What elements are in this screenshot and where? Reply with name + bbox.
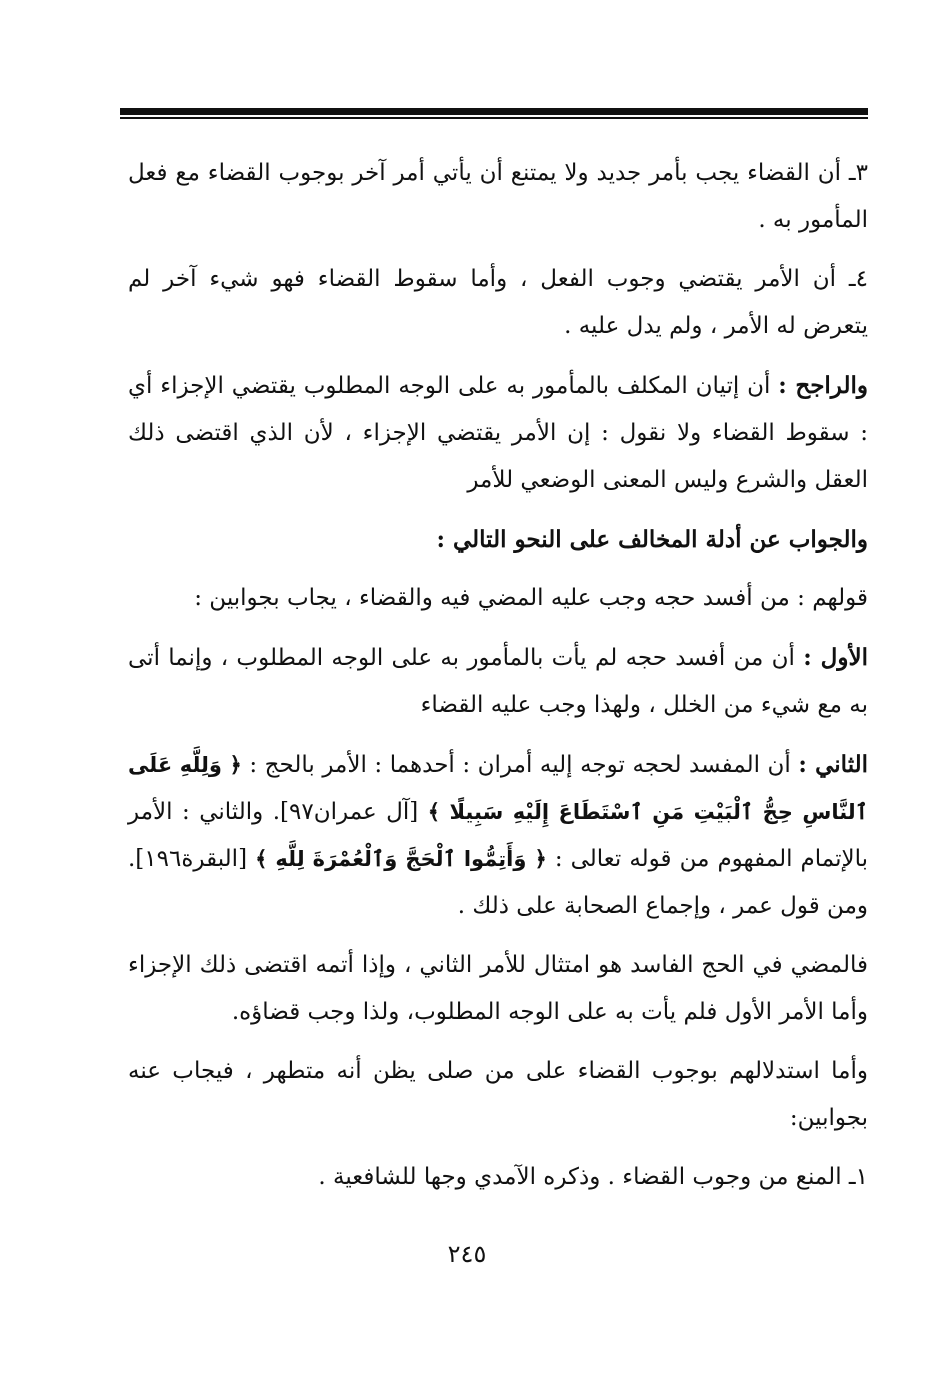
second-answer	[128, 741, 868, 930]
item-text: أن القضاء يجب بأمر جديد ولا يمتنع أن يأتي أمر آخر بوجوب القضاء مع فعل المأمور به .	[128, 160, 868, 233]
mudiyy-paragraph: فالمضي في الحج الفاسد هو امتثال للأمر الثاني ، وإذا أتمه اقتضى ذلك الإجزاء وأما الأمر الأول فلم يأت به على الوجه المطلوب، ولذا وجب قضاؤه.	[128, 952, 868, 1025]
answer-heading: والجواب عن أدلة المخالف على النحو التالي :	[436, 526, 868, 553]
first-lead: الأول :	[803, 644, 868, 671]
header-rule-thick	[120, 108, 868, 115]
rajih-text: أن إتيان المكلف بالمأمور به على الوجه المطلوب يقتضي الإجزاء أي : سقوط القضاء ولا نقول : إن الأمر يقتضي الإجزاء ، لأن الذي اقتضى ذلك العقل والشرع وليس المعنى الوضعي للأمر	[128, 373, 868, 493]
qawluhum-paragraph: قولهم : من أفسد حجه وجب عليه المضي فيه والقضاء ، يجاب بجوابين :	[194, 585, 868, 611]
second-lead: الثاني :	[798, 751, 869, 778]
rajih-paragraph	[128, 362, 868, 504]
second-text-2: والثاني : الأمر بالإتمام المفهوم من قوله تعالى :	[128, 799, 869, 872]
second-text-1: أن المفسد لحجه توجه إليه أمران : أحدهما : الأمر بالحج :	[249, 752, 791, 778]
istidlal-paragraph: وأما استدلالهم بوجوب القضاء على من صلى يظن أنه متطهر ، فيجاب عنه بجوابين:	[128, 1058, 868, 1131]
quran-verse-2: ﴿ وَأَتِمُّوا ٱلْحَجَّ وَٱلْعُمْرَةَ لِلَّهِ ﴾	[255, 847, 547, 871]
list-item-3	[128, 150, 868, 244]
quran-verse-1: ﴿ وَلِلَّهِ عَلَى ٱلنَّاسِ حِجُّ ٱلْبَيْتِ مَنِ ٱسْتَطَاعَ إِلَيْهِ سَبِيلًا ﴾	[128, 753, 868, 824]
item-number: ٤ـ	[848, 266, 869, 292]
quran-ref-1: [آل عمران٩٧].	[272, 799, 419, 825]
first-text: أن من أفسد حجه لم يأت بالمأمور به على الوجه المطلوب ، وإنما أتى به مع شيء من الخلل ، ولهذا وجب عليه القضاء	[128, 645, 868, 718]
item-number: ١ـ	[848, 1164, 868, 1190]
second-text-3: ومن قول عمر ، وإجماع الصحابة على ذلك .	[457, 893, 868, 919]
list-item-1	[128, 1154, 868, 1201]
first-answer	[128, 634, 868, 729]
item-text: المنع من وجوب القضاء . وذكره الآمدي وجها للشافعية .	[318, 1164, 842, 1190]
header-rule-thin	[120, 117, 868, 119]
page-body	[128, 150, 868, 1213]
page-number: ٢٤٥	[447, 1240, 487, 1268]
rajih-lead: والراجح :	[778, 372, 868, 399]
item-number: ٣ـ	[848, 160, 868, 186]
item-text: أن الأمر يقتضي وجوب الفعل ، وأما سقوط القضاء فهو شيء آخر لم يتعرض له الأمر ، ولم يدل عليه .	[128, 266, 868, 339]
list-item-4	[128, 256, 868, 350]
quran-ref-2: [البقرة١٩٦].	[128, 846, 248, 872]
